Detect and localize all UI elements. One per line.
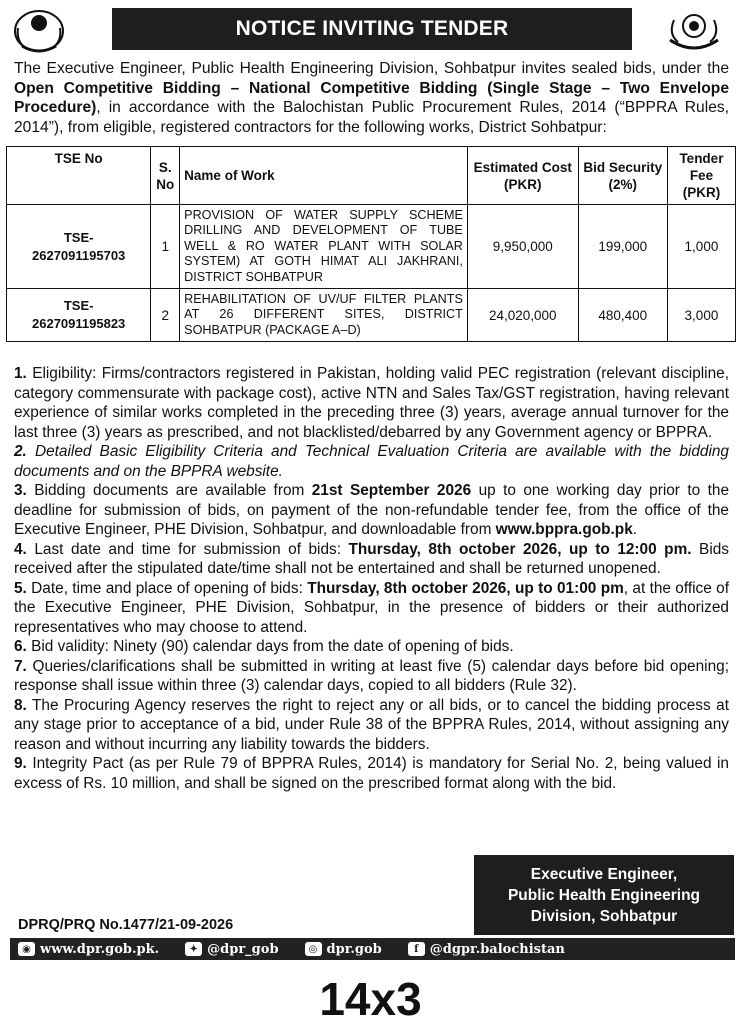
term-item: 1. Eligibility: Firms/contractors registered in Pakistan, holding valid PEC registration (relevant discipline, category commensurate with package cost), active NTN and Sales Tax/GST registration, having relevant experience of similar works completed in the preceding three (3) years, average annual turnover for the last three (3) years as prescribed, and not blacklisted/debarred by any Government agency or BPPRA.	[14, 365, 729, 441]
notice-title: NOTICE INVITING TENDER	[112, 8, 632, 50]
header-name-of-work: Name of Work	[180, 147, 468, 205]
term-item: 4. Last date and time for submission of bids: Thursday, 8th october 2026, up to 12:00 pm. Bids received after the stipulated date/time shall not be entertained and shall be returned unopened.	[14, 540, 729, 577]
tse-number: TSE- 2627091195703	[7, 205, 151, 289]
globe-icon: ◉	[18, 942, 35, 956]
bidding-method: Open Competitive Bidding – National Competitive Bidding (Single Stage – Two Envelope Procedure)	[14, 79, 729, 116]
term-item: 3. Bidding documents are available from 21st September 2026 up to one working day prior to the deadline for submission of bids, on payment of the non-refundable tender fee, from the office of the Executive Engineer, PHE Division, Sohbatpur, and downloadable from www.bppra.gob.pk.	[14, 482, 729, 538]
instagram-link[interactable]: ◎ dpr.gob	[297, 942, 382, 957]
reference-number: DPRQ/PRQ No.1477/21-09-2026	[18, 917, 234, 933]
header-tender-fee: Tender Fee (PKR)	[667, 147, 735, 205]
twitter-icon: ✦	[185, 942, 202, 956]
tender-fee: 1,000	[667, 205, 735, 289]
estimated-cost: 9,950,000	[467, 205, 578, 289]
social-footer	[10, 938, 735, 960]
table-row	[7, 289, 736, 342]
terms-list	[14, 364, 729, 793]
ad-size-label: 14x3	[319, 973, 422, 1025]
twitter-link[interactable]: ✦ @dpr_gob	[177, 942, 278, 957]
term-item: 2. Detailed Basic Eligibility Criteria and Technical Evaluation Criteria are available with the bidding documents and on the BPPRA website.	[14, 443, 729, 480]
website-link[interactable]: ◉ www.dpr.gob.pk.	[10, 942, 159, 957]
tse-number: TSE- 2627091195823	[7, 289, 151, 342]
term-item: 6. Bid validity: Ninety (90) calendar days from the date of opening of bids.	[14, 638, 514, 655]
term-item: 9. Integrity Pact (as per Rule 79 of BPPRA Rules, 2014) is mandatory for Serial No. 2, being valued in excess of Rs. 10 million, and shall be signed on the prescribed format along with the bid.	[14, 755, 729, 792]
bid-security: 199,000	[578, 205, 667, 289]
header-serial-no: S. No	[151, 147, 180, 205]
facebook-icon: f	[408, 942, 425, 956]
tender-fee: 3,000	[667, 289, 735, 342]
instagram-icon: ◎	[305, 942, 322, 956]
estimated-cost: 24,020,000	[467, 289, 578, 342]
work-description: REHABILITATION OF UV/UF FILTER PLANTS AT 26 DIFFERENT SITES, DISTRICT SOHBATPUR (PACKAGE A–D)	[180, 289, 468, 342]
header-estimated-cost: Estimated Cost (PKR)	[467, 147, 578, 205]
work-description: PROVISION OF WATER SUPPLY SCHEME DRILLING AND DEVELOPMENT OF TUBE WELL & RO WATER PLANT WITH SOLAR SYSTEM) AT GOTH HIMAT ALI JAKHRANI, DISTRICT SOHBATPUR	[180, 205, 468, 289]
header-tse-no: TSE No	[7, 147, 151, 205]
term-item: 8. The Procuring Agency reserves the right to reject any or all bids, or to cancel the bidding process at any stage prior to acceptance of a bid, under Rule 38 of the BPPRA Rules, 2014, without assigning any reason and without incurring any liability towards the bidders.	[14, 696, 729, 753]
serial-number: 1	[151, 205, 180, 289]
signature-block: Executive Engineer, Public Health Engineering Division, Sohbatpur	[474, 855, 734, 935]
serial-number: 2	[151, 289, 180, 342]
term-item: 5. Date, time and place of opening of bids: Thursday, 8th october 2026, up to 01:00 pm, at the office of the Executive Engineer, PHE Division, Sohbatpur, in the presence of bidders or their authorized representatives who may choose to attend.	[14, 579, 729, 636]
facebook-link[interactable]: f @dgpr.balochistan	[400, 942, 565, 957]
bid-security: 480,400	[578, 289, 667, 342]
balochistan-emblem-logo	[10, 6, 68, 56]
table-row	[7, 205, 736, 289]
intro-paragraph: The Executive Engineer, Public Health Engineering Division, Sohbatpur invites sealed bids, under the Open Competitive Bidding – National Competitive Bidding (Single Stage – Two Envelope Procedure), in accordance with the Balochistan Public Procurement Rules, 2014 (“BPPRA Rules, 2014”), from eligible, registered contractors for the following works, District Sohbatpur:	[14, 60, 729, 136]
header-bid-security: Bid Security (2%)	[578, 147, 667, 205]
term-item: 7. Queries/clarifications shall be submitted in writing at least five (5) calendar days before bid opening; response shall issue within three (3) calendar days, copied to all bidders (Rule 32).	[14, 657, 729, 694]
government-crest-logo	[664, 6, 722, 56]
works-table	[6, 146, 736, 342]
table-header-row	[7, 147, 736, 205]
bppra-link[interactable]: www.bppra.gob.pk	[495, 521, 633, 538]
